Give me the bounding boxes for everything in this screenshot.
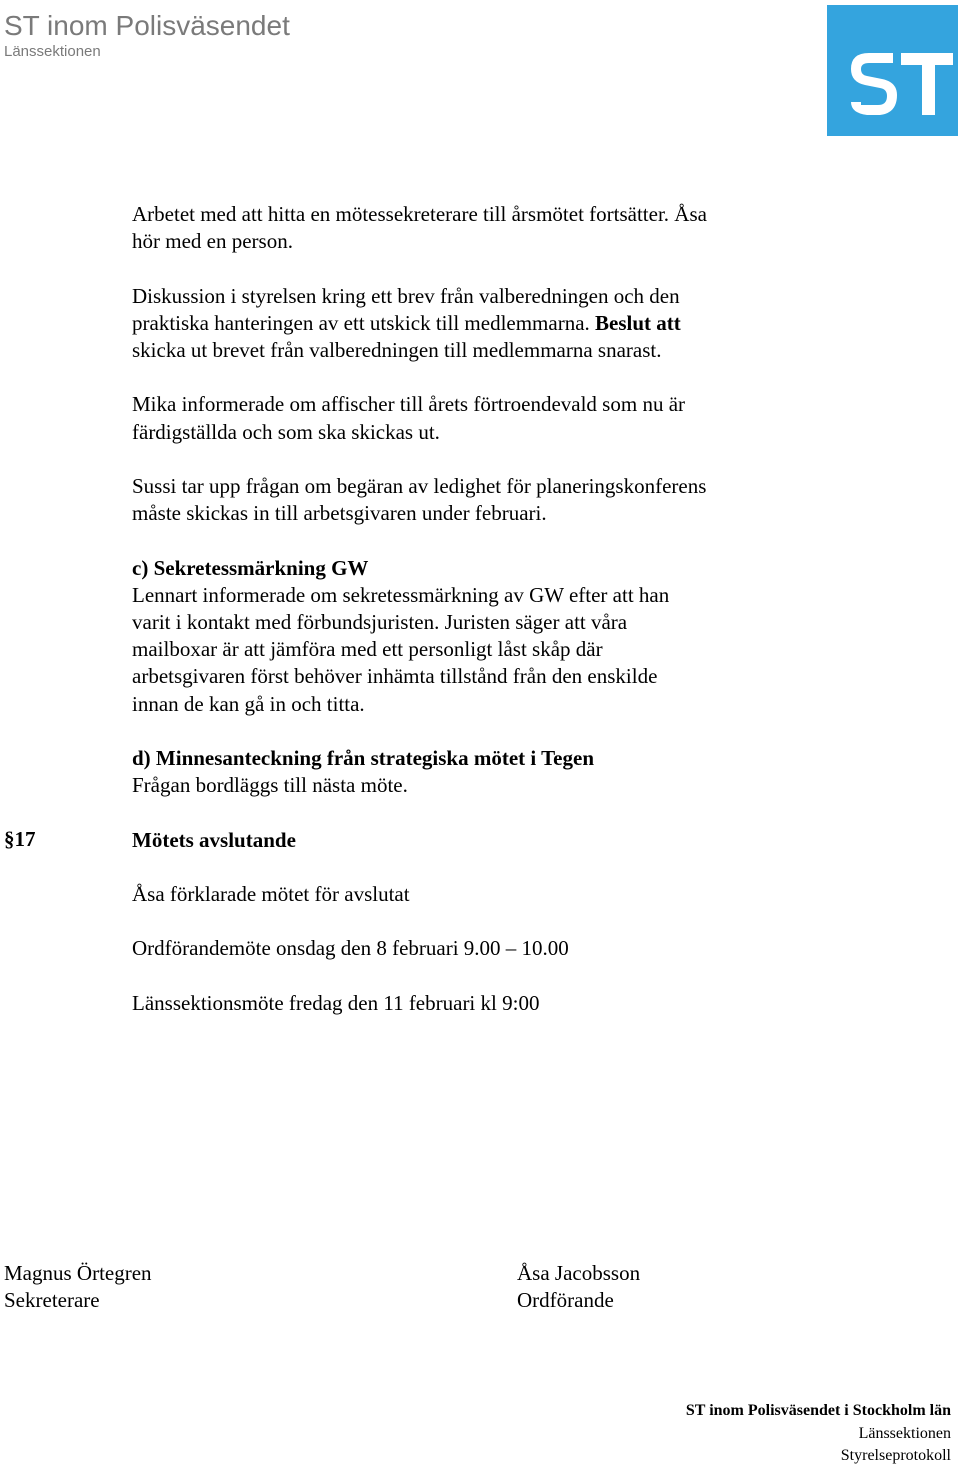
paragraph-posters: Mika informerade om affischer till årets förtroendevald som nu är färdigställda och som ska skickas ut. xyxy=(132,392,686,444)
signature-chair-name: Åsa Jacobsson xyxy=(517,1261,641,1285)
header-subtitle: Länssektionen xyxy=(4,43,101,60)
paragraph-nomination-letter-end: skicka ut brevet från valberedningen till medlemmarna snarast. xyxy=(132,338,662,362)
paragraph-leave-request: Sussi tar upp frågan om begäran av ledighet för planeringskonferens måste skickas in till arbetsgivaren under februari. xyxy=(132,473,707,526)
paragraph-nomination-letter-start: Diskussion i styrelsen kring ett brev från valberedningen och den praktiska hanteringen av ett utskick till medlemmarna. xyxy=(132,283,680,335)
decision-label: Beslut att xyxy=(595,310,681,335)
footer-section: Länssektionen xyxy=(858,1424,951,1442)
st-logo xyxy=(827,5,958,136)
header-title: ST inom Polisväsendet xyxy=(4,10,290,41)
signature-chair xyxy=(517,1260,640,1314)
minutes-body xyxy=(132,201,832,1044)
section-c xyxy=(132,555,832,718)
footer-document-type: Styrelseprotokoll xyxy=(840,1447,951,1464)
section-d-text: Frågan bordläggs till nästa möte. xyxy=(132,773,408,798)
next-meeting-chair: Ordförandemöte onsdag den 8 februari 9.00 – 10.00 xyxy=(132,936,569,961)
section-c-text: Lennart informerade om sekretessmärkning av GW efter att han varit i kontakt med förbundsjuristen. Juristen säger att våra mailboxar är att jämföra med ett personligt låst skåp där arbetsgivaren först behöver inhämta tillstånd från den enskilde innan de kan gå in och titta. xyxy=(132,582,670,716)
next-meeting-section: Länssektionsmöte fredag den 11 februari kl 9:00 xyxy=(132,990,540,1015)
signature-secretary-role: Sekreterare xyxy=(4,1288,100,1313)
signature-secretary xyxy=(4,1260,152,1314)
page-footer xyxy=(686,1400,951,1468)
section-d xyxy=(132,745,832,799)
st-logo-icon xyxy=(827,5,958,136)
para17-heading xyxy=(132,827,832,854)
section-c-heading: c) Sekretessmärkning GW xyxy=(132,555,369,580)
paragraph-nomination-letter xyxy=(132,283,832,365)
paragraph-secretary: Arbetet med att hitta en mötessekreterare till årsmötet fortsätter. Åsa hör med en person. xyxy=(132,202,707,254)
para17-number: §17 xyxy=(4,827,36,851)
footer-organisation: ST inom Polisväsendet i Stockholm län xyxy=(685,1402,951,1419)
para17-heading-text: Mötets avslutande xyxy=(132,827,296,852)
signature-secretary-name: Magnus Örtegren xyxy=(4,1261,152,1285)
closing-statement: Åsa förklarade mötet för avslutat xyxy=(132,881,410,906)
signature-chair-role: Ordförande xyxy=(517,1288,614,1313)
section-d-heading: d) Minnesanteckning från strategiska mötet i Tegen xyxy=(132,745,594,770)
